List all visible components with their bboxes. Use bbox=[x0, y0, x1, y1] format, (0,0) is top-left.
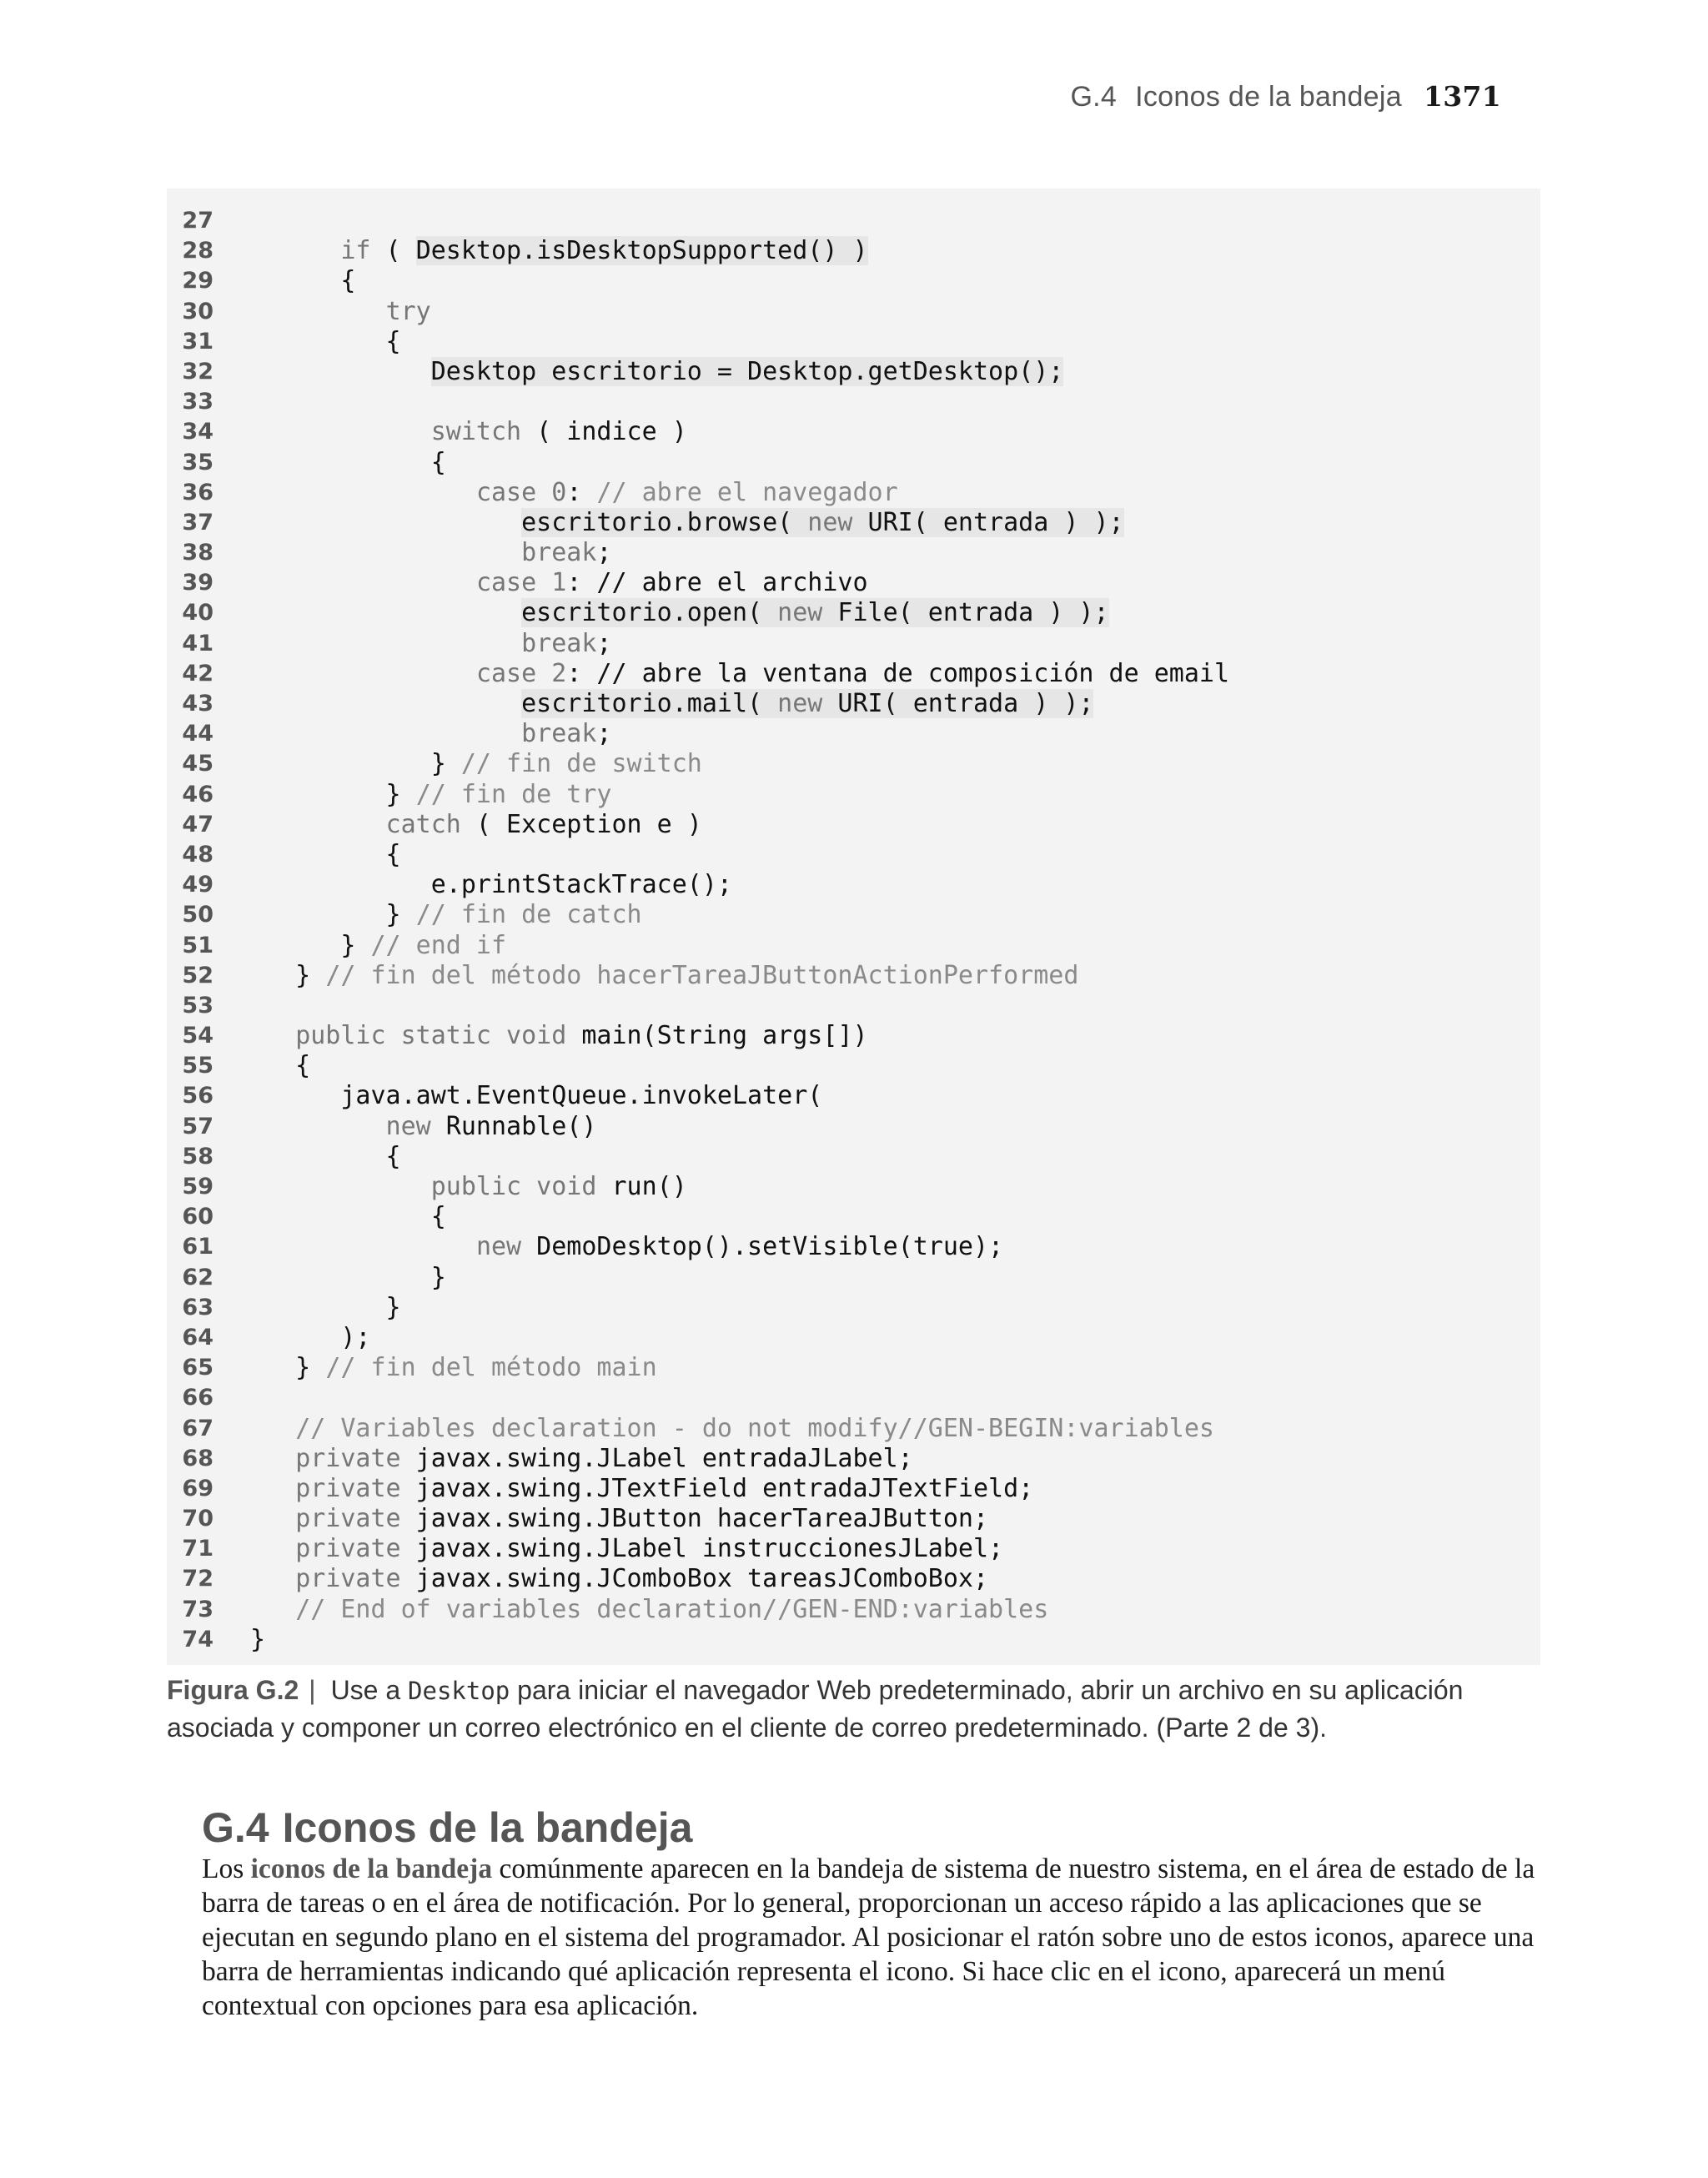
line-number: 70 bbox=[182, 1506, 214, 1532]
code-token: private bbox=[295, 1473, 401, 1503]
line-number: 53 bbox=[182, 992, 214, 1019]
line-number: 55 bbox=[182, 1053, 214, 1079]
code-token: } bbox=[250, 960, 326, 990]
line-number: 32 bbox=[182, 358, 214, 385]
code-token: Desktop.isDesktopSupported() ) bbox=[415, 236, 868, 266]
code-token: } bbox=[250, 930, 371, 960]
code-token bbox=[250, 236, 340, 265]
code-text bbox=[250, 1353, 657, 1383]
line-number: 42 bbox=[182, 660, 214, 687]
code-token: escritorio.browse( bbox=[521, 507, 808, 537]
code-token: public void bbox=[430, 1172, 597, 1201]
code-token: { bbox=[250, 1051, 311, 1081]
code-token: { bbox=[250, 1202, 446, 1232]
figure-caption bbox=[167, 1672, 1543, 1746]
code-token: // fin de try bbox=[415, 779, 612, 809]
code-token: ); bbox=[250, 1322, 371, 1352]
code-token: private bbox=[295, 1564, 401, 1594]
code-token: ( indice ) bbox=[521, 417, 687, 447]
line-number: 45 bbox=[182, 751, 214, 777]
line-number: 34 bbox=[182, 419, 214, 445]
code-token: java.awt.EventQueue.invokeLater( bbox=[250, 1081, 823, 1111]
code-token: javax.swing.JTextField entradaJTextField; bbox=[400, 1473, 1034, 1503]
code-text bbox=[250, 1051, 310, 1081]
line-number: 27 bbox=[182, 208, 214, 234]
code-token bbox=[250, 1564, 295, 1593]
code-token: // fin del método main bbox=[325, 1353, 657, 1383]
code-token bbox=[250, 1474, 295, 1503]
line-number: 61 bbox=[182, 1234, 214, 1260]
code-text bbox=[250, 719, 611, 749]
code-text bbox=[250, 1172, 687, 1202]
code-token: // Variables declaration - do not modify//GEN-BEGIN:variables bbox=[295, 1413, 1214, 1443]
paragraph-intro: Los bbox=[202, 1854, 251, 1884]
code-text bbox=[250, 538, 611, 568]
code-text bbox=[250, 1202, 446, 1232]
line-number: 64 bbox=[182, 1324, 214, 1351]
code-text bbox=[250, 870, 732, 900]
header-section-title: Iconos de la bandeja bbox=[1135, 81, 1402, 113]
code-token: break bbox=[521, 538, 597, 568]
code-token: case 0 bbox=[475, 477, 567, 507]
code-text bbox=[250, 749, 702, 779]
line-number: 38 bbox=[182, 540, 214, 566]
code-text bbox=[250, 1112, 596, 1142]
code-text bbox=[250, 236, 868, 266]
code-token: e.printStackTrace(); bbox=[250, 870, 732, 900]
code-token bbox=[250, 1112, 386, 1141]
line-number: 50 bbox=[182, 902, 214, 928]
code-token: } bbox=[250, 1353, 326, 1383]
code-text bbox=[250, 1444, 913, 1474]
line-number: 58 bbox=[182, 1143, 214, 1169]
line-number: 29 bbox=[182, 268, 214, 294]
code-token: : bbox=[566, 477, 597, 507]
code-text bbox=[250, 508, 1124, 538]
caption-text-before: Use a bbox=[330, 1675, 409, 1705]
code-token: File( entrada ) ); bbox=[822, 598, 1109, 628]
code-text bbox=[250, 1595, 1048, 1625]
code-token bbox=[250, 659, 476, 688]
line-number: 52 bbox=[182, 962, 214, 988]
paragraph-text: comúnmente aparecen en la bandeja de sistema de nuestro sistema, en el área de estado de la barra de tareas o en el área de notificación. Por lo general, proporcionan un acceso rápido a las aplicaciones que se ejecutan en segundo plano en el sistema del programador. Al posicionar el ratón sobre uno de estos iconos, aparece una barra de herramientas indicando qué aplicación representa el icono. Si hace clic en el icono, aparecerá un menú contextual con opciones para esa aplicación. bbox=[202, 1854, 1535, 2021]
line-number: 74 bbox=[182, 1626, 214, 1652]
code-text bbox=[250, 1232, 1003, 1262]
code-token: switch bbox=[430, 417, 522, 447]
line-number: 30 bbox=[182, 298, 214, 324]
code-text bbox=[250, 961, 1078, 991]
code-token: { bbox=[250, 266, 356, 296]
code-text bbox=[250, 931, 506, 961]
line-number: 68 bbox=[182, 1445, 214, 1471]
line-number: 46 bbox=[182, 781, 214, 807]
code-token: ( Exception e ) bbox=[460, 809, 702, 839]
code-token: new bbox=[777, 689, 823, 718]
code-listing bbox=[167, 189, 1540, 1665]
code-text bbox=[250, 1293, 401, 1323]
code-text bbox=[250, 448, 446, 478]
line-number: 65 bbox=[182, 1355, 214, 1381]
code-token: } bbox=[250, 779, 416, 809]
line-number: 49 bbox=[182, 872, 214, 898]
line-number: 63 bbox=[182, 1294, 214, 1320]
code-token: catch bbox=[385, 809, 461, 839]
code-token: // fin de catch bbox=[415, 900, 642, 930]
code-token: case 2 bbox=[475, 658, 567, 688]
code-text bbox=[250, 1263, 446, 1293]
code-token: main(String args[]) bbox=[566, 1021, 868, 1051]
code-token: { bbox=[250, 1141, 401, 1171]
code-text bbox=[250, 810, 702, 840]
caption-code-word: Desktop bbox=[408, 1677, 510, 1705]
code-token: : // abre el archivo bbox=[566, 568, 868, 598]
code-token bbox=[250, 810, 386, 839]
code-token: private bbox=[295, 1443, 401, 1473]
code-token: DemoDesktop().setVisible(true); bbox=[521, 1232, 1004, 1262]
code-token: public static void bbox=[295, 1021, 567, 1051]
line-number: 73 bbox=[182, 1596, 214, 1622]
code-token: new bbox=[807, 507, 853, 537]
code-token: break bbox=[521, 628, 597, 658]
code-token bbox=[250, 297, 386, 326]
code-token bbox=[250, 1444, 295, 1473]
code-text bbox=[250, 1474, 1033, 1504]
code-token: } bbox=[250, 749, 461, 779]
code-token: Desktop escritorio = Desktop.getDesktop(); bbox=[430, 356, 1064, 386]
code-text bbox=[250, 629, 611, 659]
code-text bbox=[250, 357, 1063, 387]
code-text bbox=[250, 659, 1229, 689]
defined-term: iconos de la bandeja bbox=[250, 1854, 493, 1884]
code-token: private bbox=[295, 1534, 401, 1564]
page-number: 1371 bbox=[1423, 80, 1501, 113]
code-token: { bbox=[250, 447, 446, 477]
code-token bbox=[250, 538, 521, 567]
code-token bbox=[250, 508, 521, 537]
code-token: // fin de switch bbox=[460, 749, 702, 779]
line-number: 66 bbox=[182, 1385, 214, 1411]
code-text bbox=[250, 297, 431, 327]
body-paragraph bbox=[202, 1852, 1536, 2023]
code-token: javax.swing.JLabel entradaJLabel; bbox=[400, 1443, 913, 1473]
code-token: // abre el navegador bbox=[596, 477, 898, 507]
line-number: 69 bbox=[182, 1475, 214, 1501]
line-number: 54 bbox=[182, 1023, 214, 1049]
code-token: private bbox=[295, 1504, 401, 1534]
line-number: 43 bbox=[182, 691, 214, 717]
code-token: escritorio.mail( bbox=[521, 689, 778, 718]
code-token bbox=[250, 1595, 295, 1624]
code-token bbox=[250, 598, 521, 627]
code-token: ( bbox=[370, 236, 416, 266]
code-token bbox=[250, 1172, 431, 1201]
line-number: 72 bbox=[182, 1566, 214, 1592]
code-token: { bbox=[250, 326, 401, 356]
code-token: if bbox=[340, 236, 371, 266]
code-token bbox=[250, 629, 521, 658]
code-token bbox=[250, 1534, 295, 1563]
code-token: } bbox=[250, 1624, 266, 1654]
code-token bbox=[250, 1414, 295, 1443]
code-text bbox=[250, 1534, 1003, 1564]
code-text bbox=[250, 598, 1109, 628]
line-number: 56 bbox=[182, 1083, 214, 1109]
line-number: 48 bbox=[182, 841, 214, 868]
code-text bbox=[250, 1414, 1214, 1444]
code-token: // End of variables declaration//GEN-END:variables bbox=[295, 1594, 1049, 1624]
caption-separator: | bbox=[309, 1675, 316, 1705]
code-token: new bbox=[385, 1111, 431, 1141]
code-token: case 1 bbox=[475, 568, 567, 598]
section-title: Iconos de la bandeja bbox=[282, 1804, 693, 1851]
code-token: URI( entrada ) ); bbox=[822, 689, 1094, 718]
line-number: 57 bbox=[182, 1113, 214, 1139]
code-token bbox=[250, 417, 431, 446]
line-number: 36 bbox=[182, 479, 214, 506]
caption-text-after: para iniciar el navegador Web predeterminado, abrir un archivo en su aplicación asociada y componer un correo electrónico en el cliente de correo predeterminado. (Parte 2 de 3). bbox=[167, 1675, 1464, 1743]
code-token: ; bbox=[596, 719, 612, 749]
code-text bbox=[250, 417, 687, 447]
line-number: 33 bbox=[182, 389, 214, 415]
code-text bbox=[250, 1142, 401, 1172]
line-number: 40 bbox=[182, 600, 214, 626]
code-token: } bbox=[250, 1262, 446, 1292]
code-token: } bbox=[250, 900, 416, 930]
line-number: 35 bbox=[182, 449, 214, 475]
code-token: escritorio.open( bbox=[521, 598, 778, 628]
code-token: URI( entrada ) ); bbox=[852, 507, 1124, 537]
code-token bbox=[250, 1504, 295, 1533]
code-text bbox=[250, 840, 401, 870]
code-token: : // abre la ventana de composición de email bbox=[566, 658, 1230, 688]
code-token bbox=[250, 689, 521, 718]
line-number: 71 bbox=[182, 1536, 214, 1562]
line-number: 37 bbox=[182, 509, 214, 536]
line-number: 44 bbox=[182, 721, 214, 747]
line-number: 31 bbox=[182, 328, 214, 355]
section-heading bbox=[202, 1803, 692, 1852]
code-token bbox=[250, 478, 476, 507]
code-token bbox=[250, 568, 476, 597]
code-token: ; bbox=[596, 538, 612, 568]
code-text bbox=[250, 689, 1093, 719]
code-token: new bbox=[777, 598, 823, 628]
line-number: 41 bbox=[182, 630, 214, 656]
line-number: 62 bbox=[182, 1264, 214, 1290]
code-token: ; bbox=[596, 628, 612, 658]
code-text bbox=[250, 900, 642, 930]
line-number: 47 bbox=[182, 811, 214, 837]
code-text bbox=[250, 1021, 868, 1051]
line-number: 60 bbox=[182, 1204, 214, 1230]
code-token: try bbox=[385, 296, 431, 326]
code-token: javax.swing.JComboBox tareasJComboBox; bbox=[400, 1564, 989, 1594]
code-token: Runnable() bbox=[430, 1111, 597, 1141]
line-number: 59 bbox=[182, 1174, 214, 1200]
code-text bbox=[250, 1625, 265, 1655]
code-text bbox=[250, 1504, 988, 1534]
code-text bbox=[250, 780, 612, 810]
code-token: { bbox=[250, 839, 401, 869]
code-token: } bbox=[250, 1292, 401, 1322]
code-token bbox=[250, 1021, 295, 1050]
code-text bbox=[250, 1323, 371, 1353]
code-token bbox=[250, 1232, 476, 1261]
line-number: 39 bbox=[182, 570, 214, 596]
code-text bbox=[250, 266, 355, 296]
code-text bbox=[250, 327, 401, 357]
code-token bbox=[250, 357, 431, 386]
code-token: javax.swing.JLabel instruccionesJLabel; bbox=[400, 1534, 1004, 1564]
code-token: break bbox=[521, 719, 597, 749]
code-token bbox=[250, 719, 521, 748]
line-number: 28 bbox=[182, 238, 214, 264]
header-section-number: G.4 bbox=[1070, 81, 1118, 113]
section-number: G.4 bbox=[202, 1804, 269, 1851]
code-token: // fin del método hacerTareaJButtonActionPerformed bbox=[325, 960, 1079, 990]
code-token: // end if bbox=[370, 930, 507, 960]
code-text bbox=[250, 1564, 988, 1594]
code-token: new bbox=[475, 1232, 522, 1262]
code-text bbox=[250, 568, 868, 598]
line-number: 51 bbox=[182, 932, 214, 958]
line-number: 67 bbox=[182, 1415, 214, 1441]
code-text bbox=[250, 1081, 822, 1111]
code-token: run() bbox=[596, 1172, 687, 1201]
code-token: javax.swing.JButton hacerTareaJButton; bbox=[400, 1504, 989, 1534]
running-header bbox=[1070, 80, 1501, 113]
code-text bbox=[250, 478, 898, 508]
figure-label: Figura G.2 bbox=[167, 1675, 299, 1705]
